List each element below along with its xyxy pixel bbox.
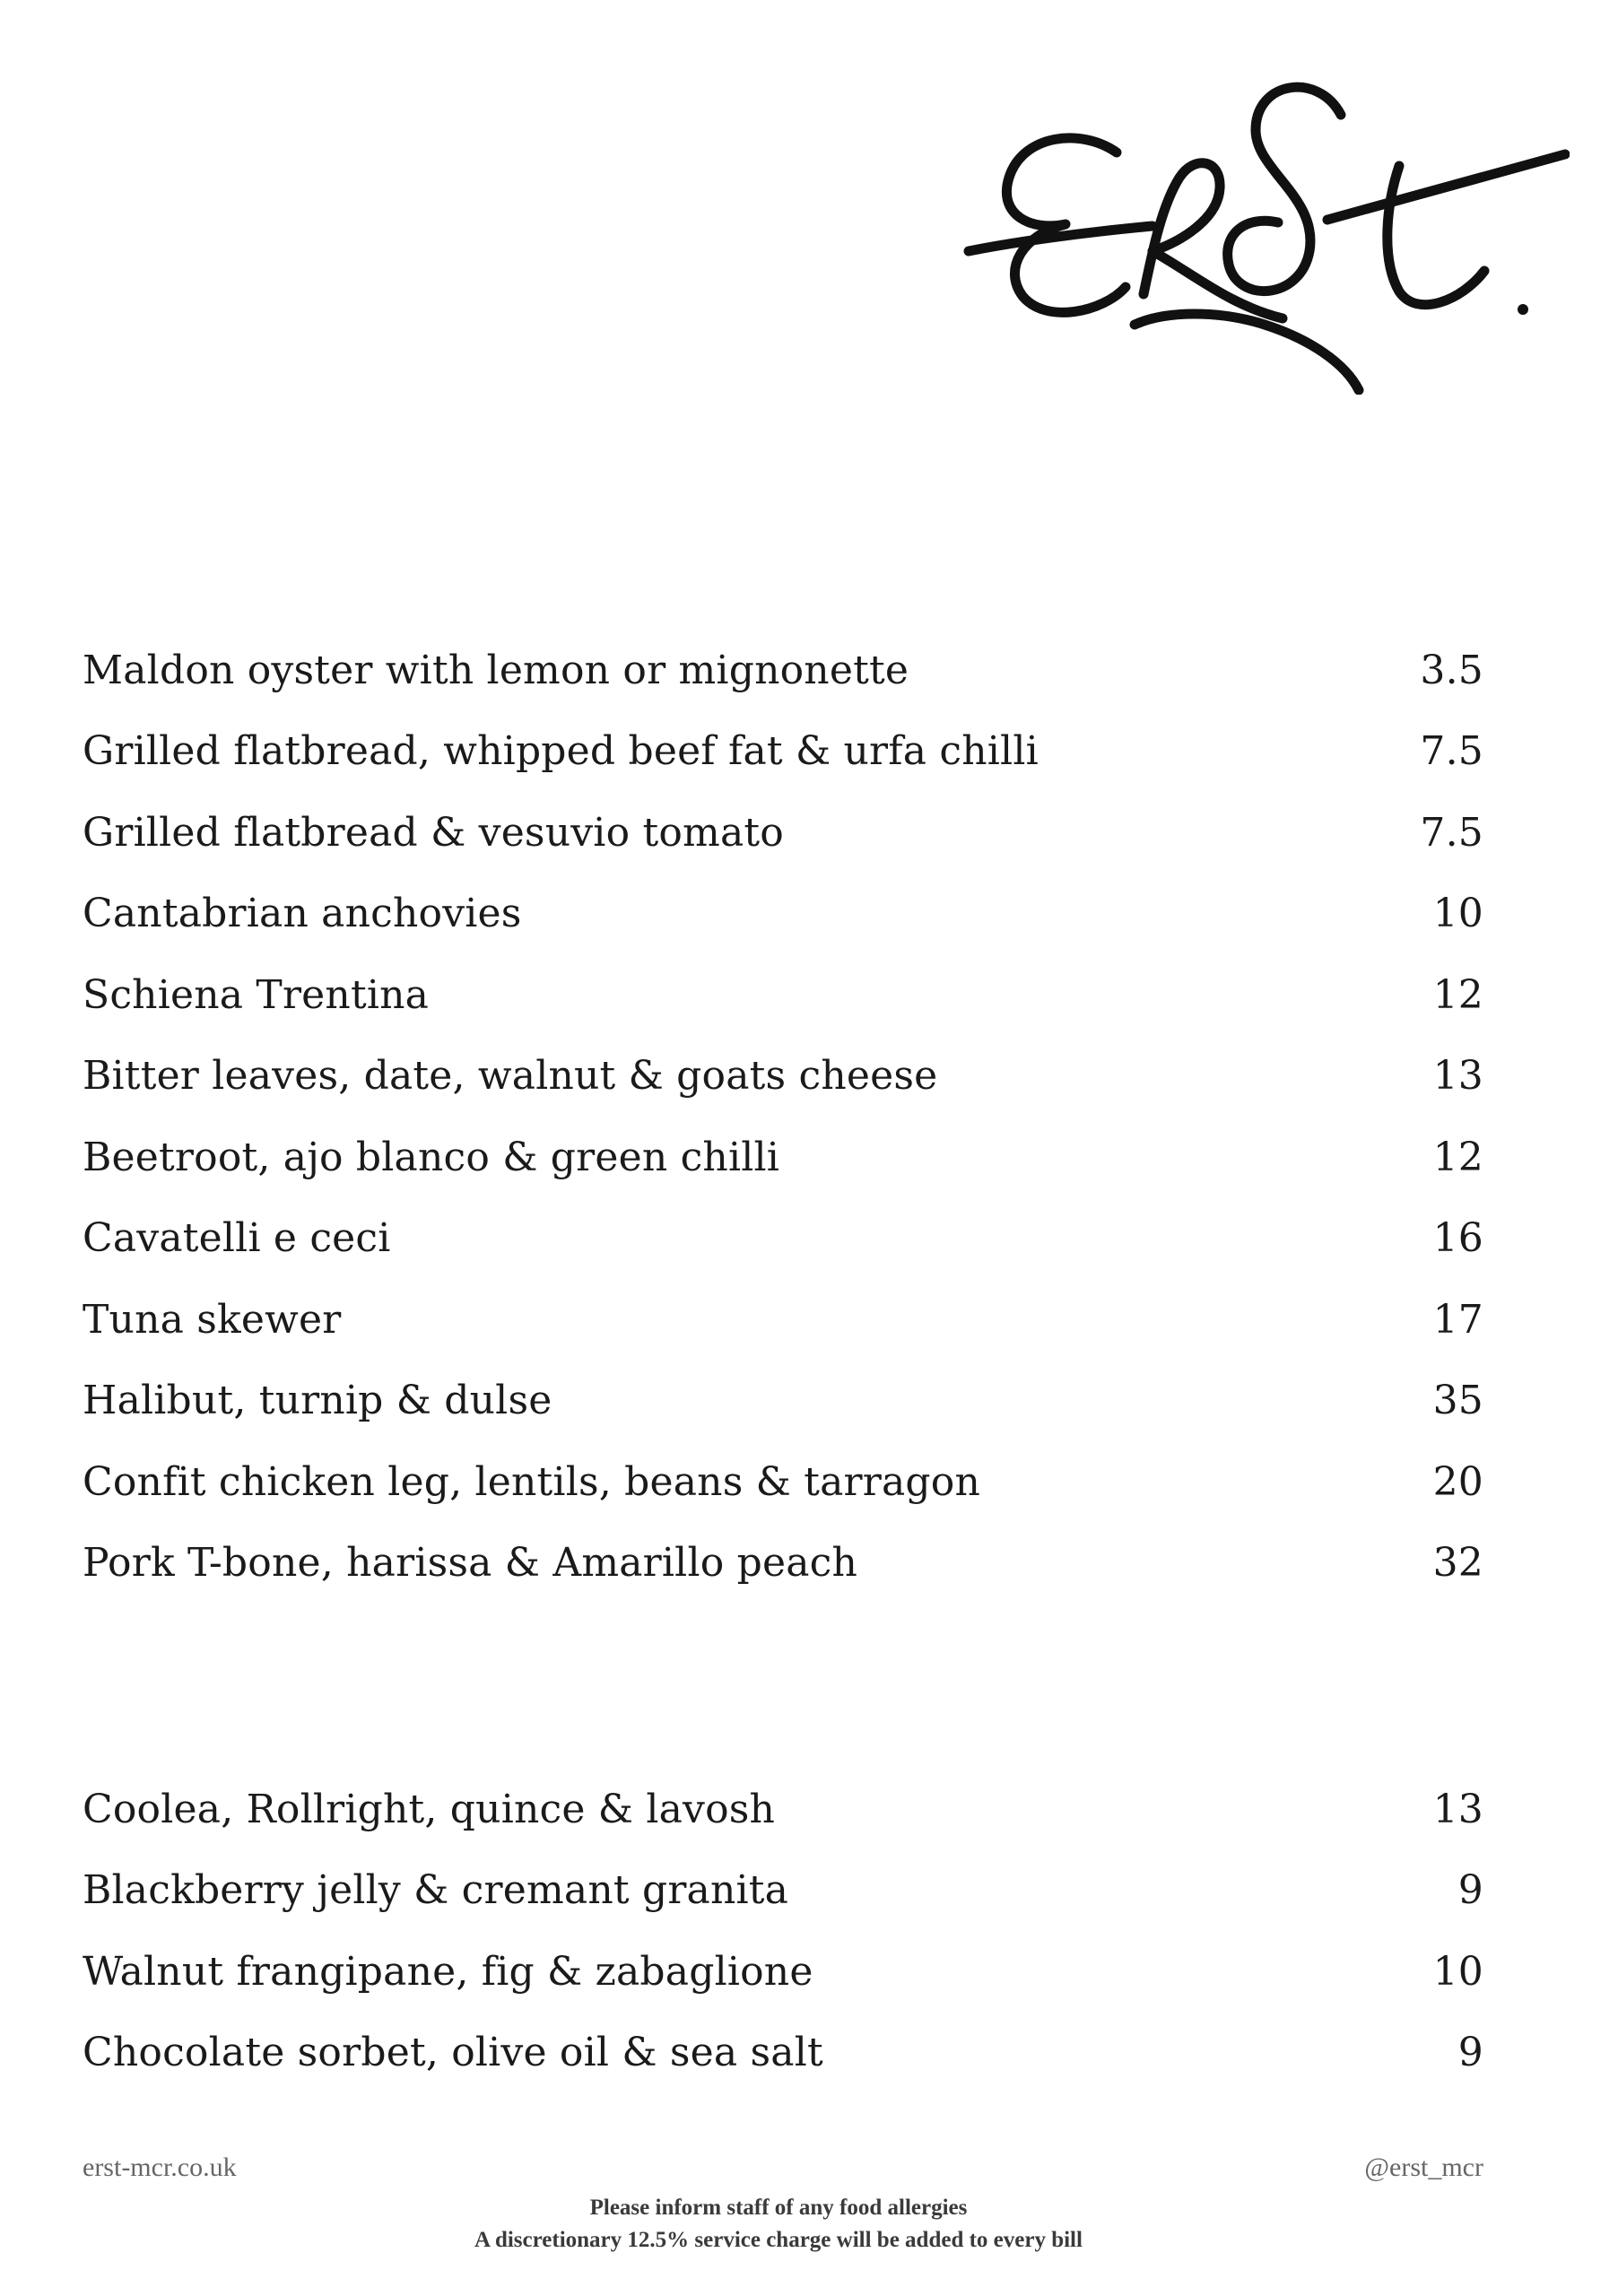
- dish-price: 35: [1432, 1378, 1483, 1424]
- list-item: [83, 711, 1483, 793]
- erst-script-logo-icon: [960, 72, 1570, 395]
- dish-name: Walnut frangipane, fig & zabaglione: [83, 1948, 813, 1995]
- dish-price: 9: [1457, 1867, 1483, 1914]
- service-charge-notice: A discretionary 12.5% service charge will be added to every bill: [474, 2228, 1083, 2252]
- list-item: [83, 1523, 1483, 1605]
- dish-name: Blackberry jelly & cremant granita: [83, 1867, 789, 1914]
- dish-name: Maldon oyster with lemon or mignonette: [83, 647, 909, 693]
- dish-name: Grilled flatbread, whipped beef fat & urfa chilli: [83, 728, 1039, 775]
- list-item: [83, 1036, 1483, 1118]
- footer-notices: [0, 2192, 1557, 2257]
- list-item: [83, 1117, 1483, 1198]
- dish-price: 12: [1432, 971, 1483, 1018]
- dish-price: 32: [1432, 1540, 1483, 1587]
- list-item: [83, 1441, 1483, 1523]
- dish-name: Confit chicken leg, lentils, beans & tarragon: [83, 1458, 981, 1505]
- list-item: [83, 2013, 1483, 2094]
- dish-price: 7.5: [1420, 728, 1483, 775]
- list-item: [83, 1850, 1483, 1932]
- dish-price: 9: [1457, 2030, 1483, 2076]
- dish-price: 3.5: [1420, 647, 1483, 693]
- list-item: [83, 1769, 1483, 1850]
- list-item: [83, 1361, 1483, 1442]
- list-item: [83, 874, 1483, 955]
- dish-price: 10: [1432, 1948, 1483, 1995]
- allergy-notice: Please inform staff of any food allergies: [589, 2196, 968, 2220]
- dish-name: Halibut, turnip & dulse: [83, 1378, 552, 1424]
- dish-price: 16: [1432, 1215, 1483, 1262]
- dish-price: 13: [1432, 1786, 1483, 1832]
- dish-name: Beetroot, ajo blanco & green chilli: [83, 1134, 780, 1180]
- dish-name: Cavatelli e ceci: [83, 1215, 391, 1262]
- website-link[interactable]: erst-mcr.co.uk: [83, 2152, 237, 2182]
- dish-name: Pork T-bone, harissa & Amarillo peach: [83, 1540, 858, 1587]
- dish-name: Coolea, Rollright, quince & lavosh: [83, 1786, 776, 1832]
- list-item: [83, 1279, 1483, 1361]
- list-item: [83, 792, 1483, 874]
- dish-name: Chocolate sorbet, olive oil & sea salt: [83, 2030, 823, 2076]
- dish-name: Cantabrian anchovies: [83, 891, 522, 937]
- list-item: [83, 1198, 1483, 1280]
- dish-name: Tuna skewer: [83, 1296, 342, 1343]
- main-menu-list: [83, 630, 1483, 1604]
- social-handle[interactable]: @erst_mcr: [1364, 2152, 1483, 2182]
- dish-price: 7.5: [1420, 809, 1483, 856]
- list-item: [83, 1931, 1483, 2013]
- dish-name: Bitter leaves, date, walnut & goats cheese: [83, 1053, 938, 1100]
- dish-price: 17: [1432, 1296, 1483, 1343]
- list-item: [83, 630, 1483, 711]
- dish-price: 20: [1432, 1458, 1483, 1505]
- dish-name: Schiena Trentina: [83, 971, 430, 1018]
- dish-price: 12: [1432, 1134, 1483, 1180]
- dessert-menu-list: [83, 1769, 1483, 2093]
- dish-price: 13: [1432, 1053, 1483, 1100]
- dish-price: 10: [1432, 891, 1483, 937]
- list-item: [83, 954, 1483, 1036]
- dish-name: Grilled flatbread & vesuvio tomato: [83, 809, 784, 856]
